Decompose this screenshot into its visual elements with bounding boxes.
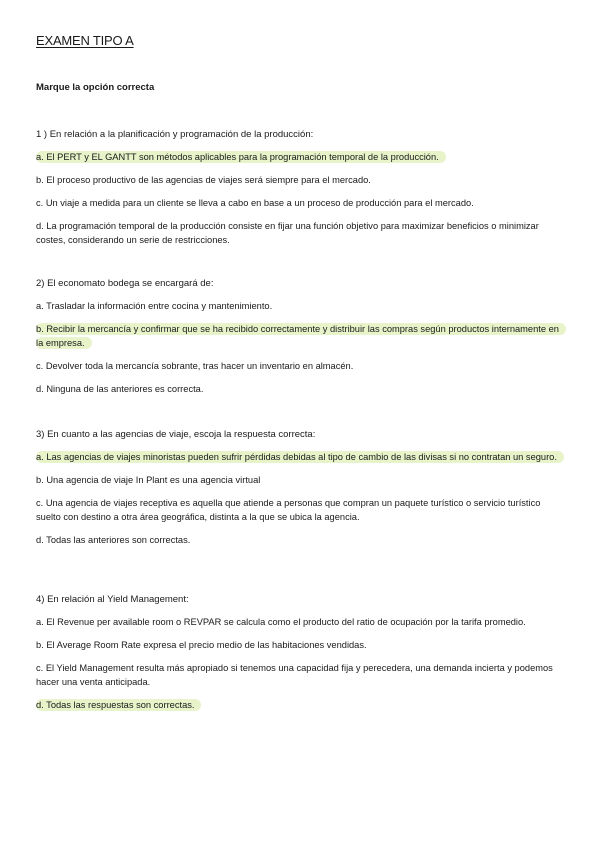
option-c: c. El Yield Management resulta más apropiado si tenemos una capacidad fija y perecedera, una demanda incierta y podemos hacer una venta anticipada.: [36, 662, 553, 687]
option-a-correct: [36, 150, 564, 164]
question-1: [36, 128, 566, 256]
question-text: 4) En relación al Yield Management:: [36, 594, 189, 605]
question-text: 2) El economato bodega se encargará de:: [36, 278, 214, 289]
option-d: d. La programación temporal de la producción consiste en fijar una función objetivo para maximizar beneficios o minimizar costes, considerando un serie de restricciones.: [36, 220, 539, 245]
highlighted-answer: d. Todas las respuestas son correctas.: [36, 699, 201, 711]
option-c: c. Devolver toda la mercancía sobrante, tras hacer un inventario en almacén.: [36, 360, 354, 371]
question-3: [36, 428, 566, 556]
option-b: b. El Average Room Rate expresa el precio medio de las habitaciones vendidas.: [36, 639, 367, 650]
highlighted-answer: a. El PERT y EL GANTT son métodos aplicables para la programación temporal de la producción.: [36, 151, 446, 163]
option-b: b. Una agencia de viaje In Plant es una agencia virtual: [36, 474, 261, 485]
option-a-correct: [36, 450, 564, 464]
exam-instruction: Marque la opción correcta: [36, 82, 155, 93]
question-4: [36, 593, 566, 721]
option-c: c. Una agencia de viajes receptiva es aquella que atiende a personas que compran un paquete turístico o servicio turístico suelto con destino a otra área geográfica, distinta a la que se ubica la agencia.: [36, 497, 541, 522]
exam-title: EXAMEN TIPO A: [36, 33, 134, 48]
question-text: 1 ) En relación a la planificación y programación de la producción:: [36, 129, 314, 140]
option-d: d. Ninguna de las anteriores es correcta.: [36, 383, 204, 394]
question-2: [36, 277, 566, 405]
option-d: d. Todas las anteriores son correctas.: [36, 534, 191, 545]
option-b-correct: [36, 322, 564, 350]
option-a: a. Trasladar la información entre cocina y mantenimiento.: [36, 300, 273, 311]
option-c: c. Un viaje a medida para un cliente se lleva a cabo en base a un proceso de producción para el mercado.: [36, 197, 474, 208]
question-text: 3) En cuanto a las agencias de viaje, escoja la respuesta correcta:: [36, 429, 316, 440]
option-b: b. El proceso productivo de las agencias de viajes será siempre para el mercado.: [36, 174, 371, 185]
highlighted-answer: a. Las agencias de viajes minoristas pueden sufrir pérdidas debidas al tipo de cambio de las divisas si no contratan un seguro.: [36, 451, 564, 463]
option-a: a. El Revenue per available room o REVPAR se calcula como el producto del ratio de ocupación por la tarifa promedio.: [36, 616, 526, 627]
option-d-correct: [36, 698, 564, 712]
highlighted-answer: b. Recibir la mercancía y confirmar que se ha recibido correctamente y distribuir las compras según productos internamente en la empresa.: [36, 323, 566, 349]
